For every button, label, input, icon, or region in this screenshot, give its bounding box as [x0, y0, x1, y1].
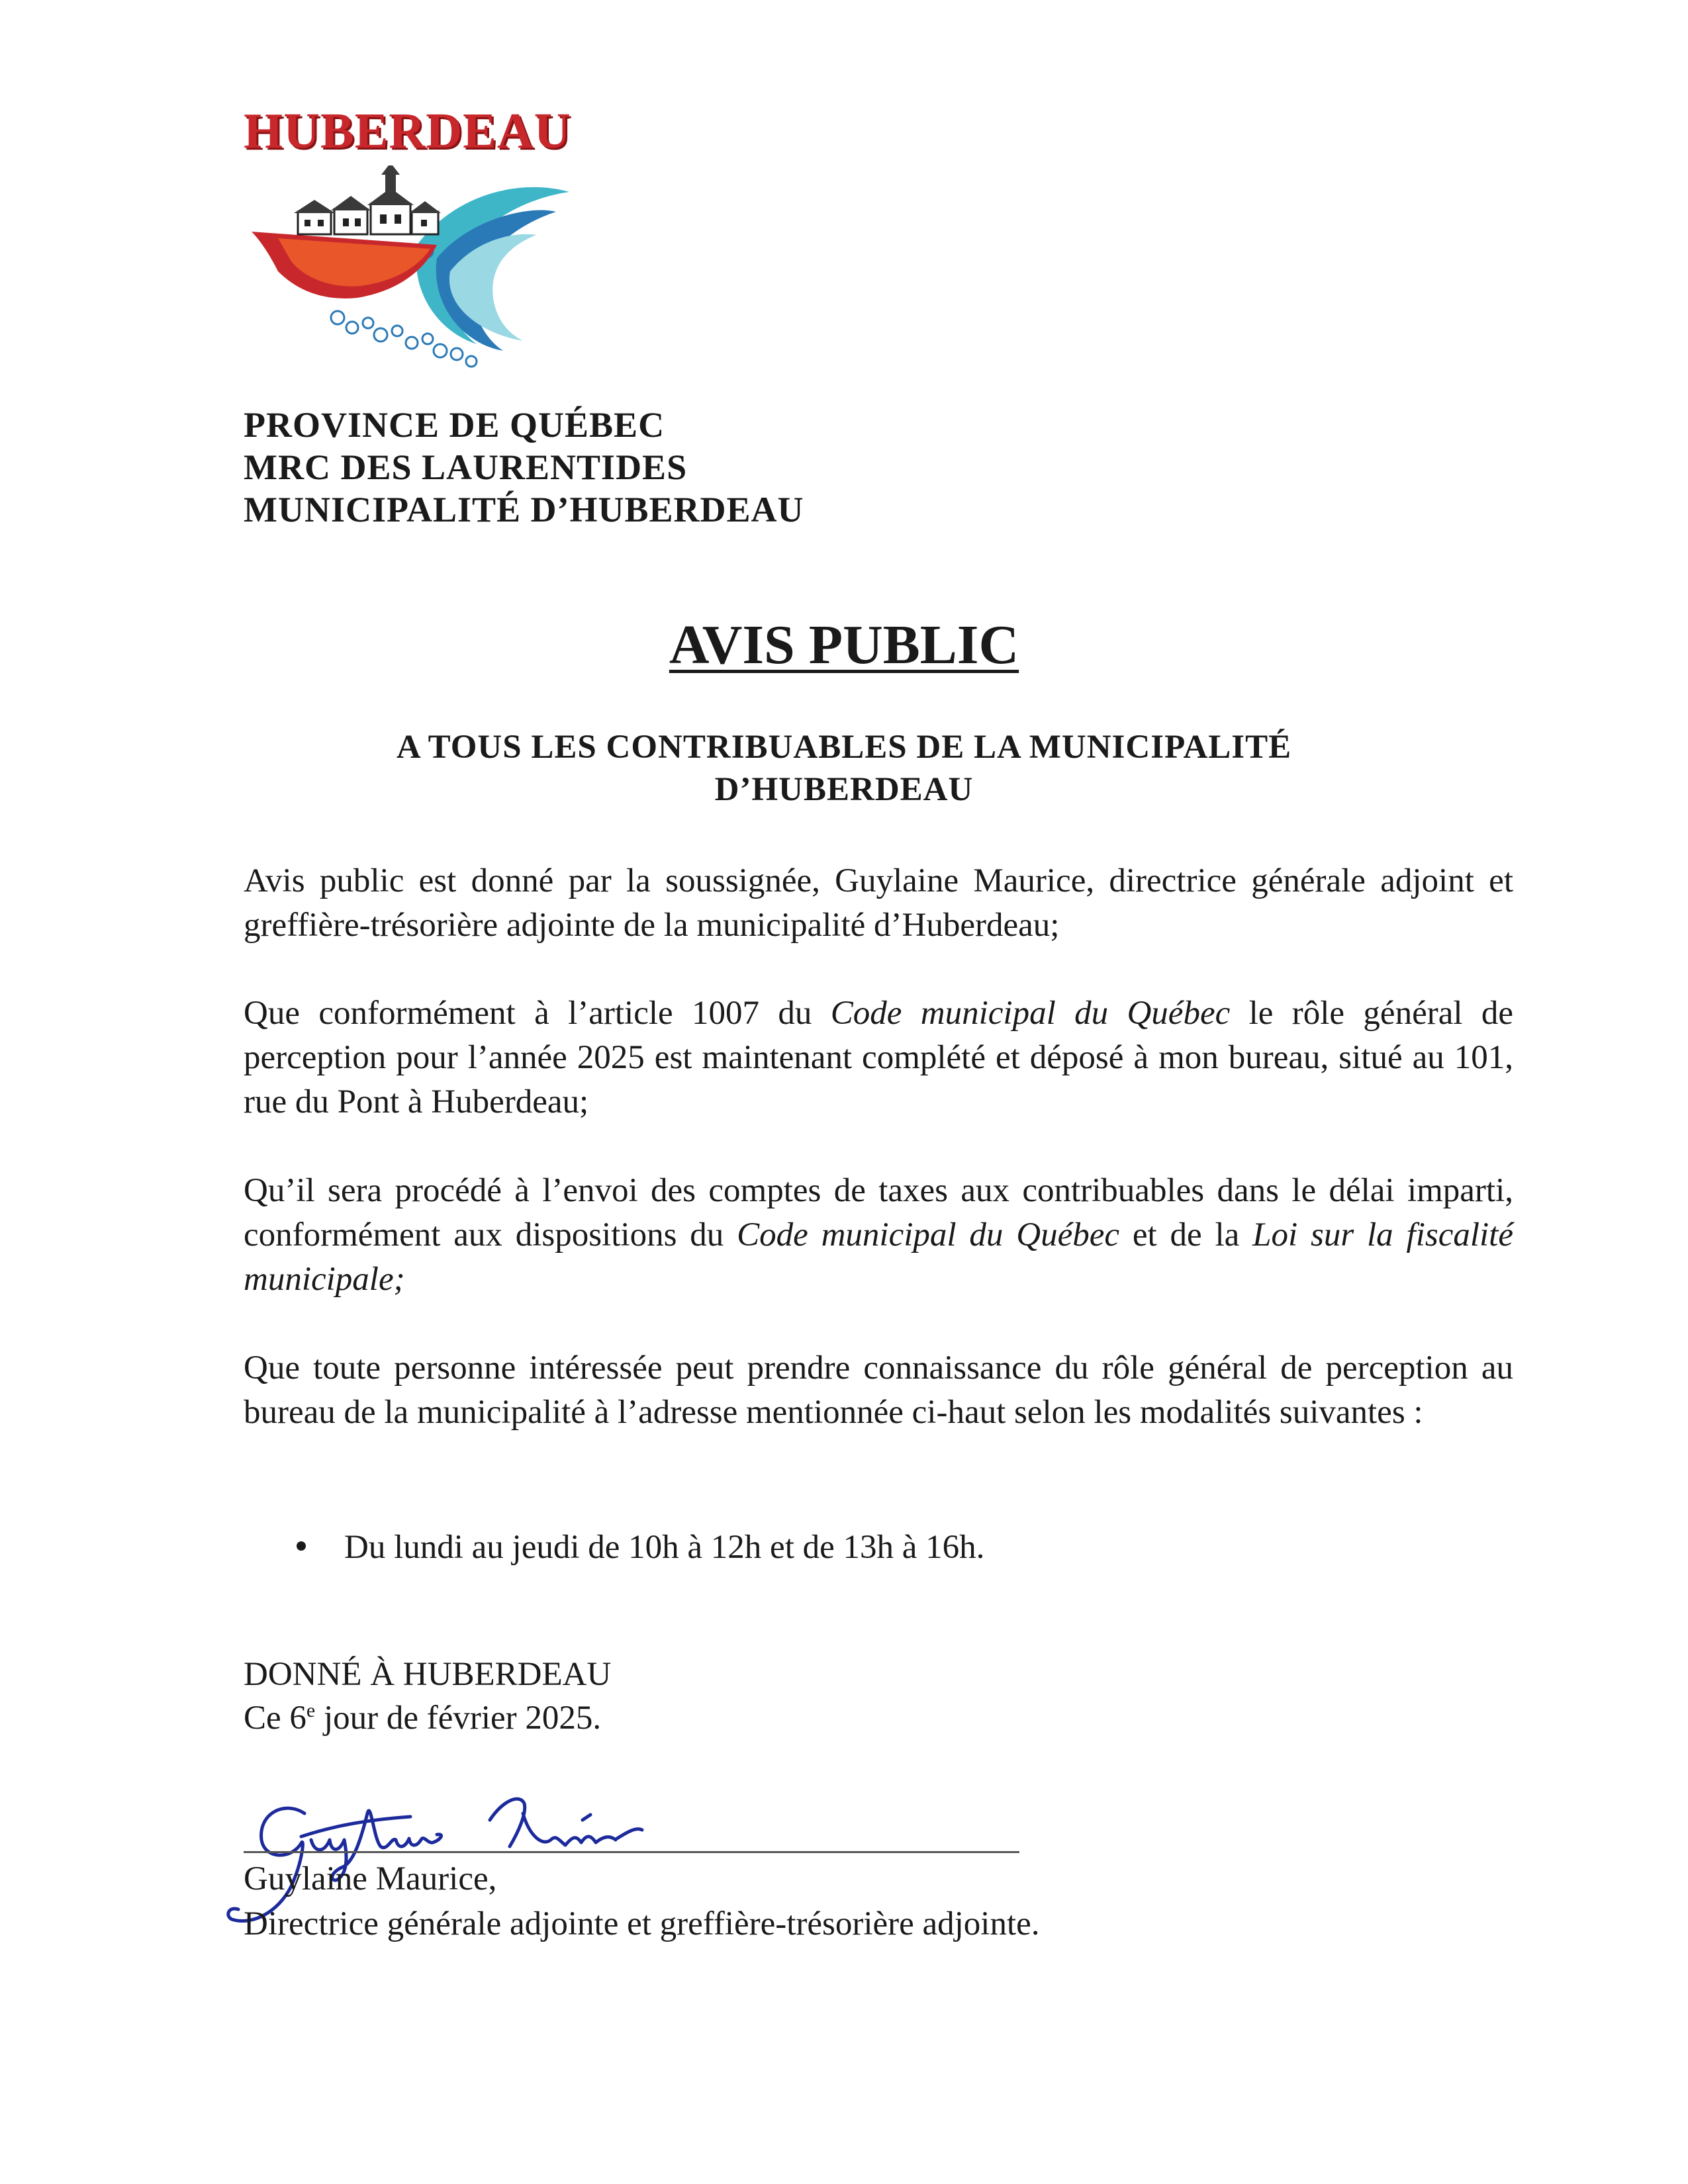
- signature-line: [244, 1851, 1019, 1853]
- notice-title: AVIS PUBLIC: [669, 614, 1019, 676]
- signer-name: Guylaine Maurice,: [244, 1860, 497, 1897]
- paragraph-4: Que toute personne intéressée peut prendre connaissance du rôle général de perception au bureau de la municipalité à l’adresse mentionnée ci-haut selon les modalités suivantes :: [244, 1349, 1513, 1431]
- header-block: [244, 404, 804, 531]
- closing-block: [244, 1653, 611, 1740]
- date-suffix: jour de février 2025.: [315, 1700, 602, 1737]
- paragraph-3-text-b: et de la: [1119, 1216, 1253, 1253]
- header-municipality: MUNICIPALITÉ D’HUBERDEAU: [244, 490, 804, 529]
- notice-title-wrap: [0, 612, 1688, 678]
- paragraph-2-code-ref: Code municipal du Québec: [830, 995, 1231, 1032]
- notice-subtitle: [0, 726, 1688, 811]
- paragraph-3-text-a: Qu’il sera procédé à l’envoi des comptes de taxes aux contribuables dans le délai imparti, conformément aux dispositions du: [244, 1172, 1513, 1253]
- village-wave-logo-icon: [238, 165, 596, 371]
- bullet-icon: [297, 1541, 306, 1551]
- paragraph-1: Avis public est donné par la soussignée, Guylaine Maurice, directrice générale adjoint et greffière-trésorière adjointe de la municipalité d’Huberdeau;: [244, 862, 1513, 944]
- date-prefix: Ce 6: [244, 1700, 306, 1737]
- paragraph-3-law-ref: Loi sur la fiscalité municipale;: [244, 1216, 1513, 1298]
- header-province: PROVINCE DE QUÉBEC: [244, 405, 665, 445]
- notice-subtitle-line1: A TOUS LES CONTRIBUABLES DE LA MUNICIPALITÉ: [396, 729, 1292, 766]
- paragraph-3: [244, 1169, 1513, 1302]
- given-date: [244, 1696, 611, 1740]
- paragraph-2-text-b: le rôle général de perception pour l’année 2025 est maintenant complété et déposé à mon bureau, situé au 101, rue du Pont à Huberdeau;: [244, 995, 1513, 1120]
- paragraph-2: [244, 991, 1513, 1124]
- logo-wordmark: HUBERDEAU: [244, 103, 571, 159]
- schedule-list-item: [297, 1525, 984, 1570]
- municipality-logo: [238, 103, 596, 371]
- paragraph-3-code-ref: Code municipal du Québec: [737, 1216, 1119, 1253]
- paragraph-2-text-a: Que conformément à l’article 1007 du: [244, 995, 831, 1032]
- notice-subtitle-line2: D’HUBERDEAU: [714, 771, 974, 808]
- schedule-text: Du lundi au jeudi de 10h à 12h et de 13h à 16h.: [344, 1529, 985, 1566]
- date-ordinal: e: [306, 1700, 316, 1721]
- given-at: DONNÉ À HUBERDEAU: [244, 1656, 612, 1693]
- header-mrc: MRC DES LAURENTIDES: [244, 447, 688, 487]
- signer-title: Directrice générale adjointe et greffière-trésorière adjointe.: [244, 1905, 1040, 1942]
